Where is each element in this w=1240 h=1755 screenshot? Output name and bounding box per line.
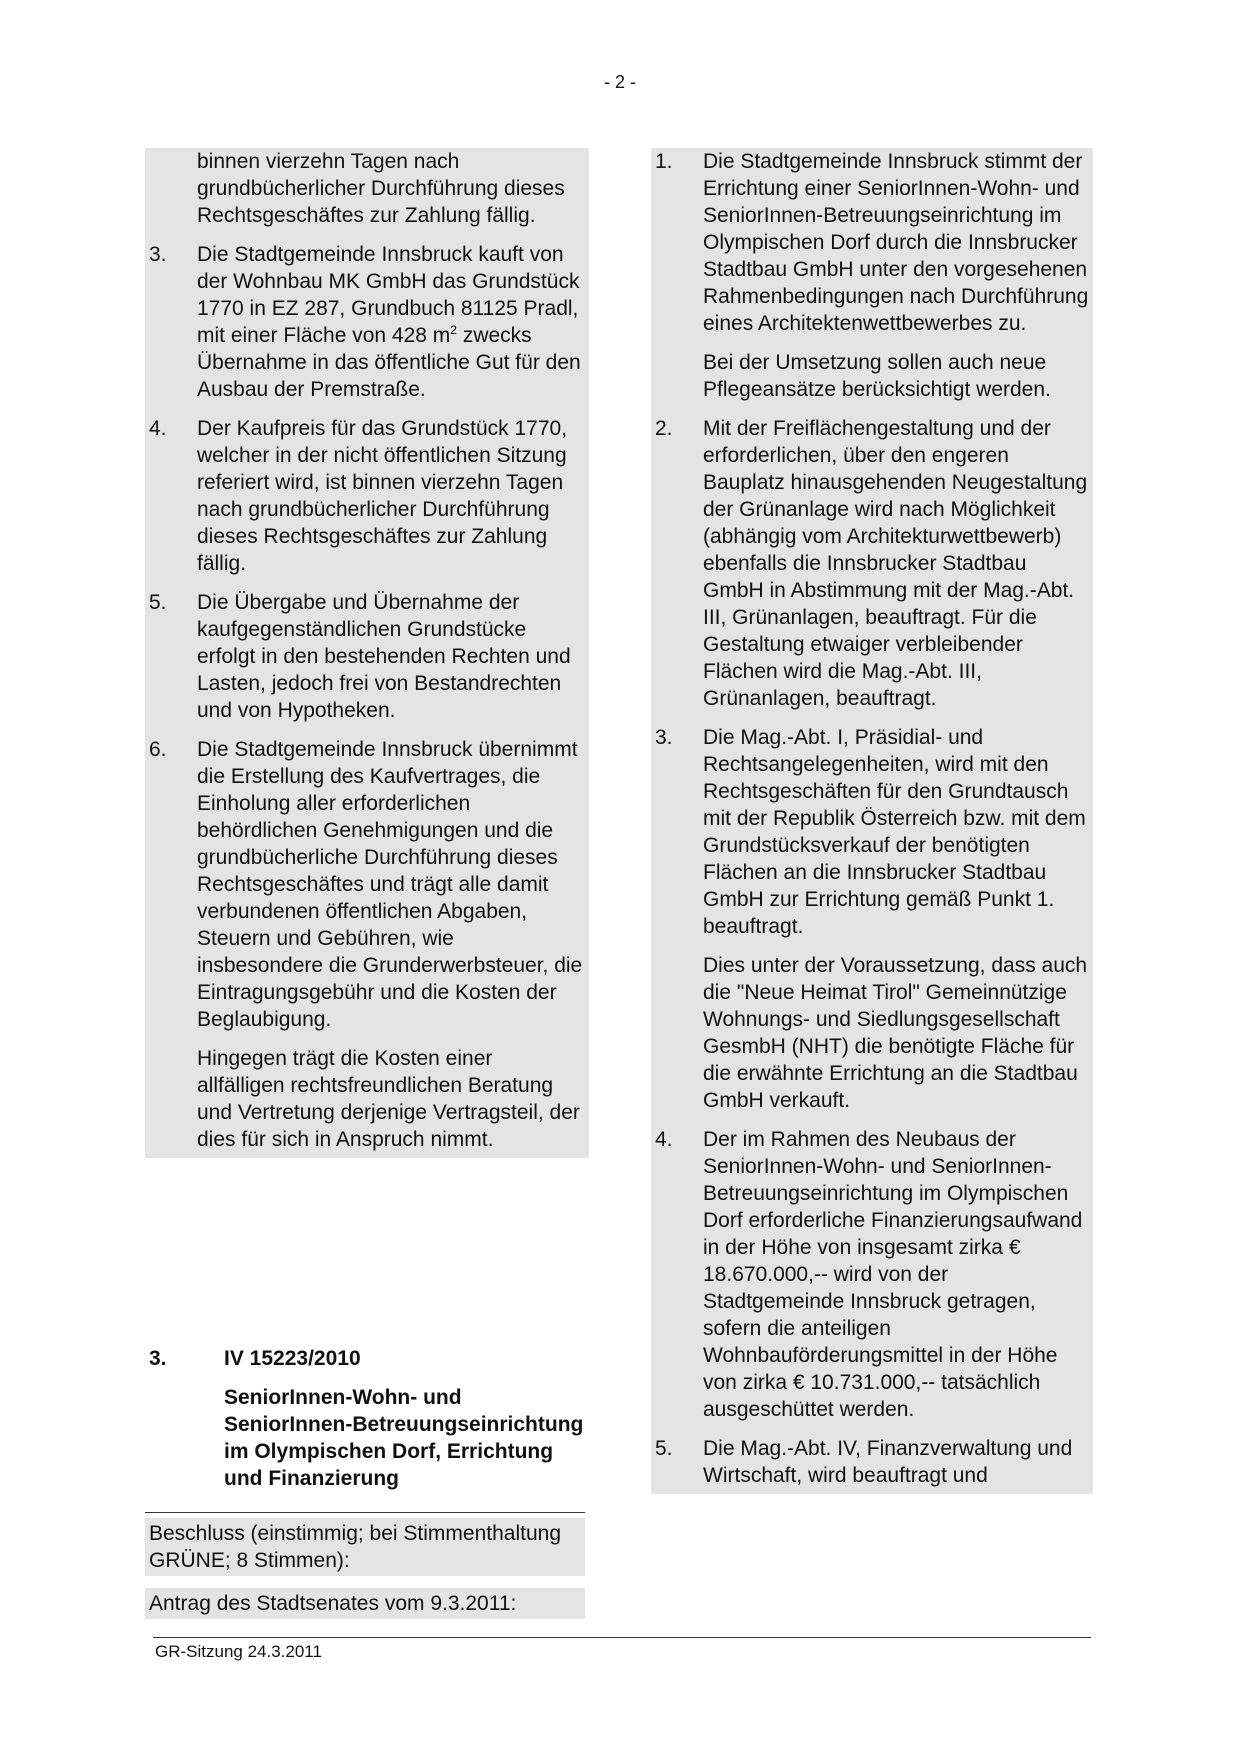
item-number: 5.: [655, 1437, 673, 1460]
footer-text: GR-Sitzung 24.3.2011: [155, 1642, 322, 1661]
list-item: [651, 724, 1091, 1114]
item-text: Die Stadtgemeinde Innsbruck übernimmt die Erstellung des Kaufvertrages, die Einholung aller erforderlichen behördlichen Genehmigungen und die grundbücherliche Durchführung dieses Rechtsgeschäftes und trägt alle damit verbundenen öffentlichen Abgaben, Steuern und Gebühren, wie insbesondere die Grunderwerbsteuer, die Eintragungsgebühr und die Kosten der Beglaubigung. Hingegen trägt die Kosten einer allfälligen rechtsfreundlichen Beratung und Vertretung derjenige Vertragsteil, der dies für sich in Anspruch nimmt.: [197, 736, 585, 1153]
item-text: Der im Rahmen des Neubaus der SeniorInnen-Wohn- und SeniorInnen-Betreuungseinrichtung im Olympischen Dorf erforderliche Finanzierungsaufwand in der Höhe von insgesamt zirka € 18.670.000,-- wird von der Stadtgemeinde Innsbruck getragen, sofern die anteiligen Wohnbauförderungsmittel in der Höhe von zirka € 10.731.000,-- tatsächlich ausgeschüttet werden.: [703, 1128, 1083, 1421]
item-text: Die Mag.-Abt. IV, Finanzverwaltung und Wirtschaft, wird beauftragt und: [703, 1437, 1073, 1487]
item-text: Die Übergabe und Übernahme der kaufgegenständlichen Grundstücke erfolgt in den bestehenden Rechten und Lasten, jedoch frei von Bestandrechten und von Hypotheken.: [197, 591, 571, 722]
superscript: 2: [450, 323, 457, 337]
agenda-reference: IV 15223/2010: [224, 1347, 361, 1370]
item-extra-paragraph: Hingegen trägt die Kosten einer allfälligen rechtsfreundlichen Beratung und Vertretung derjenige Vertragsteil, der dies für sich in Anspruch nimmt.: [197, 1047, 580, 1151]
list-item: [651, 1126, 1091, 1423]
item-number: 4.: [655, 1128, 673, 1151]
list-item: [145, 736, 585, 1153]
item-number: 3.: [655, 726, 673, 749]
resolution-text: Beschluss (einstimmig; bei Stimmenthaltung GRÜNE; 8 Stimmen):: [145, 1518, 585, 1576]
list-item: [145, 589, 585, 724]
item-number: 4.: [149, 417, 167, 440]
agenda-number: 3.: [149, 1347, 167, 1370]
item-number: 1.: [655, 150, 673, 173]
item-text: Die Mag.-Abt. I, Präsidial- und Rechtsangelegenheiten, wird mit den Rechtsgeschäften für den Grundtausch mit der Republik Österreich bzw. mit dem Grundstücksverkauf der benötigten Flächen an die Innsbrucker Stadtbau GmbH zur Errichtung gemäß Punkt 1. beauftragt. Dies unter der Voraussetzung, dass auch die "Neue Heimat Tirol" Gemeinnützige Wohnungs- und Siedlungsgesellschaft GesmbH (NHT) die benötigte Fläche für die erwähnte Errichtung an die Stadtbau GmbH verkauft.: [703, 724, 1091, 1114]
motion-text: Antrag des Stadtsenates vom 9.3.2011:: [145, 1588, 585, 1619]
item-text: Mit der Freiflächengestaltung und der erforderlichen, über den engeren Bauplatz hinausgehenden Neugestaltung der Grünanlage wird nach Möglichkeit (abhängig vom Architekturwettbewerb) ebenfalls die Innsbrucker Stadtbau GmbH in Abstimmung mit der Mag.-Abt. III, Grünanlagen, beauftragt. Für die Gestaltung etwaiger verbleibender Flächen wird die Mag.-Abt. III, Grünanlagen, beauftragt.: [703, 417, 1088, 710]
list-item: [651, 1435, 1091, 1489]
item-extra-paragraph: Dies unter der Voraussetzung, dass auch die "Neue Heimat Tirol" Gemeinnützige Wohnungs- und Siedlungsgesellschaft GesmbH (NHT) die benötigte Fläche für die erwähnte Errichtung an die Stadtbau GmbH verkauft.: [703, 954, 1088, 1112]
footer-divider: [153, 1637, 1091, 1638]
list-item: [651, 415, 1091, 712]
decision-block: [145, 1518, 585, 1619]
item-number: 3.: [149, 243, 167, 266]
list-item: [145, 415, 585, 577]
item-text: Der Kaufpreis für das Grundstück 1770, welcher in der nicht öffentlichen Sitzung referiert wird, ist binnen vierzehn Tagen nach grundbücherlicher Durchführung dieses Rechtsgeschäftes zur Zahlung fällig.: [197, 417, 568, 575]
left-column: [145, 148, 589, 1158]
item-number: 5.: [149, 591, 167, 614]
item-number: 6.: [149, 738, 167, 761]
divider: [145, 1512, 585, 1513]
list-item: [651, 148, 1091, 403]
item-text: Die Stadtgemeinde Innsbruck kauft von der Wohnbau MK GmbH das Grundstück 1770 in EZ 287, Grundbuch 81125 Pradl, mit einer Fläche von 428 $m^2$ zwecks Übernahme in das öffentliche Gut für den Ausbau der Premstraße.: [197, 243, 581, 401]
agenda-item: [145, 1345, 585, 1498]
page-number: - 2 -: [603, 72, 636, 92]
agenda-title: SeniorInnen-Wohn- und SeniorInnen-Betreuungseinrichtung im Olympischen Dorf, Errichtung und Finanzierung: [224, 1386, 584, 1490]
item-extra-paragraph: Bei der Umsetzung sollen auch neue Pflegeansätze berücksichtigt werden.: [703, 351, 1051, 401]
right-column: [651, 148, 1093, 1494]
item-number: 2.: [655, 417, 673, 440]
item-text: Die Stadtgemeinde Innsbruck stimmt der Errichtung einer SeniorInnen-Wohn- und SeniorInnen-Betreuungseinrichtung im Olympischen Dorf durch die Innsbrucker Stadtbau GmbH unter den vorgesehenen Rahmenbedingungen nach Durchführung eines Architektenwettbewerbes zu. Bei der Umsetzung sollen auch neue Pflegeansätze berücksichtigt werden.: [703, 148, 1091, 403]
list-item: [145, 241, 585, 403]
continuation-text: binnen vierzehn Tagen nach grundbücherlicher Durchführung dieses Rechtsgeschäftes zur Zahlung fällig.: [197, 150, 565, 227]
